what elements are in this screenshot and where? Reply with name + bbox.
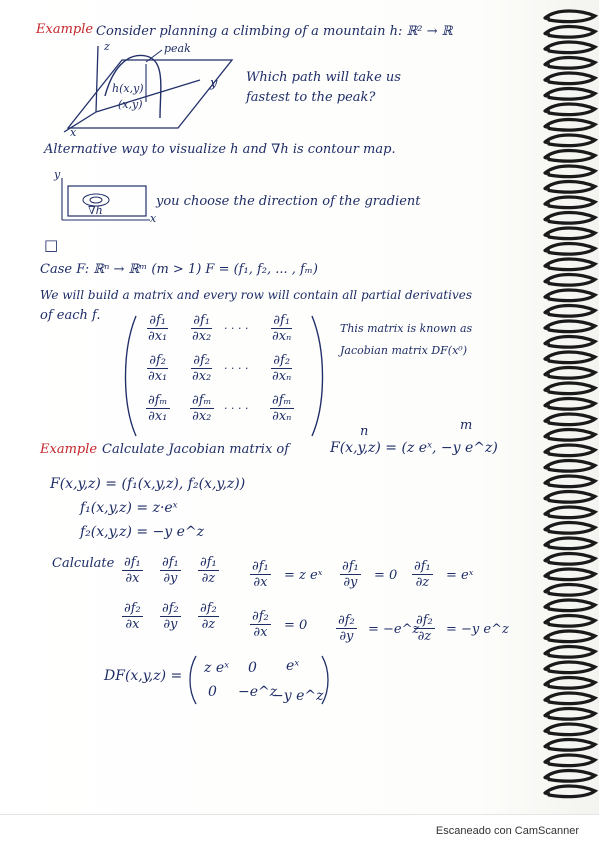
d2-y: $\frac{\text{∂f₂}}{\partial y}$ xyxy=(162,601,179,632)
binding-coil xyxy=(545,786,595,797)
df-r2c1: 0 xyxy=(208,684,217,700)
n-label: n xyxy=(360,424,369,439)
binding-coil xyxy=(545,166,595,177)
df-r1c1: z eˣ xyxy=(204,660,230,676)
binding-coil xyxy=(545,523,595,534)
question-line-1: Which path will take us xyxy=(246,70,401,85)
jac-r3c2: $\frac{\text{∂fₘ}}{\text{∂x₂}}$ xyxy=(192,393,212,424)
each-line: of each f. xyxy=(40,308,101,323)
plane-outline xyxy=(68,60,232,128)
r2b-value: = −e^z xyxy=(368,622,420,637)
question-line-2: fastest to the peak? xyxy=(246,90,376,105)
binding-coil xyxy=(545,585,595,596)
fig-peak-label: peak xyxy=(164,42,191,55)
contour-box xyxy=(68,186,146,216)
example2-text: Calculate Jacobian matrix of xyxy=(102,442,290,457)
binding-coil xyxy=(545,11,595,22)
x-axis xyxy=(64,112,96,132)
binding-coil xyxy=(545,507,595,518)
binding-coil xyxy=(545,647,595,658)
df-left-paren xyxy=(190,656,196,704)
z-axis xyxy=(96,46,98,112)
binding-coil xyxy=(545,352,595,363)
section-box-symbol: □ xyxy=(44,236,59,254)
binding-coil xyxy=(545,476,595,487)
binding-coil xyxy=(545,182,595,193)
example-label: Example xyxy=(36,22,94,37)
binding-coil xyxy=(545,321,595,332)
binding-coil xyxy=(545,337,595,348)
binding-coil xyxy=(545,104,595,115)
binding-coil xyxy=(545,678,595,689)
jac-r1-dots: · · · · xyxy=(224,322,249,335)
binding-coil xyxy=(545,259,595,270)
binding-coil xyxy=(545,306,595,317)
alternative-text: Alternative way to visualize h and ∇h is contour map. xyxy=(44,142,396,157)
d1-y: $\frac{\text{∂f₁}}{\partial y}$ xyxy=(162,555,179,586)
binding-coil xyxy=(545,631,595,642)
f2-definition: f₂(x,y,z) = −y e^z xyxy=(80,524,205,540)
calculate-label: Calculate xyxy=(52,556,115,571)
r2b-frac: $\frac{\text{∂f₂}}{\partial y}$ xyxy=(338,613,355,644)
contour-grad-label: ∇h xyxy=(88,204,103,217)
binding-coil xyxy=(545,740,595,751)
r2a-frac: $\frac{\text{∂f₂}}{\partial x}$ xyxy=(252,609,269,640)
r2a-value: = 0 xyxy=(284,618,308,633)
binding-coil xyxy=(545,89,595,100)
d2-x: $\frac{\text{∂f₂}}{\partial x}$ xyxy=(124,601,141,632)
jac-r3-dots: · · · · xyxy=(224,402,249,415)
df-label: DF(x,y,z) = xyxy=(104,668,183,684)
binding-coil xyxy=(545,73,595,84)
binding-coil xyxy=(545,724,595,735)
binding-coil xyxy=(545,244,595,255)
binding-coil xyxy=(545,197,595,208)
binding-coil xyxy=(545,771,595,782)
f1-definition: f₁(x,y,z) = z·eˣ xyxy=(80,500,178,516)
binding-coil xyxy=(545,213,595,224)
contour-ring-inner xyxy=(90,197,102,203)
fig-y-label: y xyxy=(210,76,218,91)
jac-r3c1: $\frac{\text{∂fₘ}}{\text{∂x₁}}$ xyxy=(148,393,168,424)
jac-r1c1: $\frac{\text{∂f₁}}{\text{∂x₁}}$ xyxy=(148,313,168,344)
df-r1c2: 0 xyxy=(248,660,257,676)
binding-coil xyxy=(545,399,595,410)
binding-coil xyxy=(545,383,595,394)
m-label: m xyxy=(460,418,473,433)
spiral-binding xyxy=(537,0,599,800)
example2-label: Example xyxy=(40,442,98,457)
fig-x-label: x xyxy=(70,126,77,139)
binding-coil xyxy=(545,554,595,565)
scanner-watermark: Escaneado con CamScanner xyxy=(435,825,579,837)
binding-coil xyxy=(545,275,595,286)
binding-coil xyxy=(545,569,595,580)
r1a-value: = z eˣ xyxy=(284,568,323,583)
binding-coil xyxy=(545,42,595,53)
binding-coil xyxy=(545,461,595,472)
df-r2c3: −y e^z xyxy=(272,688,324,704)
contour-y-label: y xyxy=(54,168,61,181)
f-components-line: F(x,y,z) = (f₁(x,y,z), f₂(x,y,z)) xyxy=(50,476,246,492)
contour-x-label: x xyxy=(150,212,157,225)
example2-function: F(x,y,z) = (z eˣ, −y e^z) xyxy=(330,440,498,456)
fig-xy-label: (x,y) xyxy=(118,98,143,111)
binding-coil xyxy=(545,27,595,38)
r1c-value: = eˣ xyxy=(446,568,474,583)
binding-coil xyxy=(545,616,595,627)
build-line: We will build a matrix and every row will contain all partial derivatives xyxy=(40,288,472,302)
r2c-value: = −y e^z xyxy=(446,622,509,637)
binding-coil xyxy=(545,445,595,456)
fig-h-label: h(x,y) xyxy=(112,82,144,95)
jac-r3c3: $\frac{\text{∂fₘ}}{\text{∂xₙ}}$ xyxy=(272,393,292,424)
d1-z: $\frac{\text{∂f₁}}{\partial z}$ xyxy=(200,555,217,586)
jac-r1c2: $\frac{\text{∂f₁}}{\text{∂x₂}}$ xyxy=(192,313,212,344)
binding-coil xyxy=(545,58,595,69)
r1c-frac: $\frac{\text{∂f₁}}{\partial z}$ xyxy=(414,559,431,590)
jacobian-note-2: Jacobian matrix DF(x⁰) xyxy=(340,344,467,357)
df-r1c3: eˣ xyxy=(286,658,300,674)
binding-coil xyxy=(545,430,595,441)
binding-coil xyxy=(545,600,595,611)
contour-note: you choose the direction of the gradient xyxy=(156,194,421,209)
binding-coil xyxy=(545,368,595,379)
binding-coil xyxy=(545,228,595,239)
binding-coil xyxy=(545,120,595,131)
binding-coil xyxy=(545,492,595,503)
jacobian-left-paren xyxy=(126,316,137,436)
r2c-frac: $\frac{\text{∂f₂}}{\partial z}$ xyxy=(416,613,433,644)
binding-coil xyxy=(545,414,595,425)
jac-r2c1: $\frac{\text{∂f₂}}{\text{∂x₁}}$ xyxy=(148,353,168,384)
binding-coil xyxy=(545,709,595,720)
case-line: Case F: ℝⁿ → ℝᵐ (m > 1) F = (f₁, f₂, ... , fₘ) xyxy=(40,262,318,277)
jac-r2c2: $\frac{\text{∂f₂}}{\text{∂x₂}}$ xyxy=(192,353,212,384)
jacobian-right-paren xyxy=(312,316,323,436)
binding-coil xyxy=(545,755,595,766)
binding-coil xyxy=(545,135,595,146)
r1b-value: = 0 xyxy=(374,568,398,583)
jac-r2-dots: · · · · xyxy=(224,362,249,375)
df-r2c2: −e^z xyxy=(238,684,278,700)
example-text: Consider planning a climbing of a mountain h: ℝ² → ℝ xyxy=(96,24,453,39)
fig-z-label: z xyxy=(104,40,110,53)
jac-r2c3: $\frac{\text{∂f₂}}{\text{∂xₙ}}$ xyxy=(272,353,292,384)
binding-coil xyxy=(545,151,595,162)
d1-x: $\frac{\text{∂f₁}}{\partial x}$ xyxy=(124,555,141,586)
binding-coil xyxy=(545,538,595,549)
jac-r1c3: $\frac{\text{∂f₁}}{\text{∂xₙ}}$ xyxy=(272,313,292,344)
d2-z: $\frac{\text{∂f₂}}{\partial z}$ xyxy=(200,601,217,632)
binding-coil xyxy=(545,290,595,301)
binding-coil xyxy=(545,662,595,673)
binding-coil xyxy=(545,693,595,704)
scanner-footer xyxy=(0,814,599,849)
jacobian-note-1: This matrix is known as xyxy=(340,322,473,335)
r1b-frac: $\frac{\text{∂f₁}}{\partial y}$ xyxy=(342,559,359,590)
r1a-frac: $\frac{\text{∂f₁}}{\partial x}$ xyxy=(252,559,269,590)
